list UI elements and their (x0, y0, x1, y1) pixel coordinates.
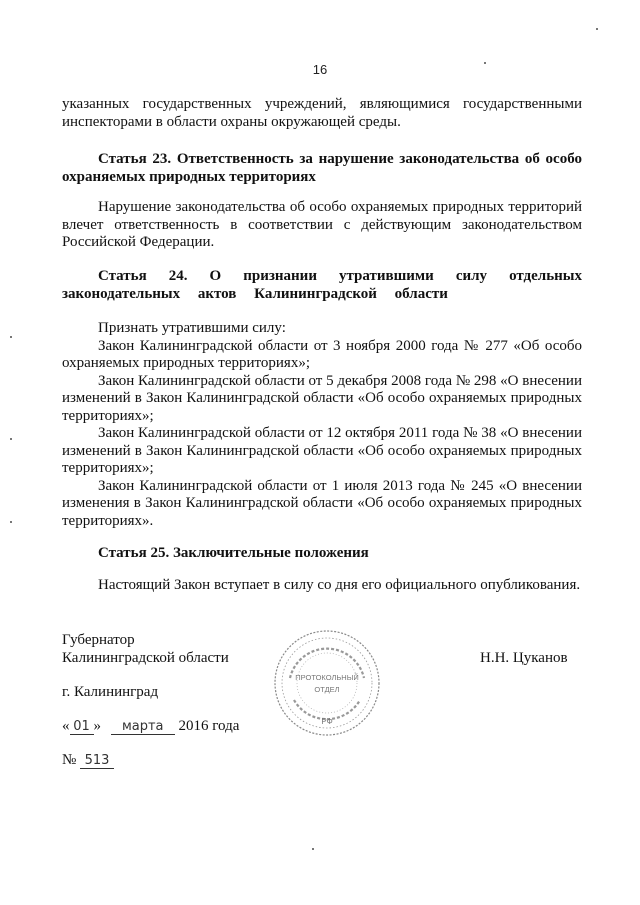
intro-paragraph: указанных государственных учреждений, являющимися государственными инспекторами в области охраны окружающей среды. (62, 96, 582, 130)
repealed-law-item: Закон Калининградской области от 5 декабря 2008 года № 298 «О внесении изменений в Закон Калининградской области «Об особо охраняемых природных территориях»; (62, 372, 582, 424)
signature-position-line2: Калининградской области (62, 650, 229, 666)
article-24-body (62, 320, 582, 530)
article-25 (62, 544, 582, 562)
scan-dot (10, 521, 12, 523)
repealed-law-item: Закон Калининградской области от 3 ноября 2000 года № 277 «Об особо охраняемых природных территориях»; (62, 337, 582, 371)
article-25-text: Настоящий Закон вступает в силу со дня его официального опубликования. (98, 577, 581, 593)
repealed-law-item: Закон Калининградской области от 12 октября 2011 года № 38 «О внесении изменений в Закон Калининградской области «Об особо охраняемых природных территориях»; (62, 425, 582, 476)
official-stamp (272, 628, 382, 743)
article-25-heading: Статья 25. Заключительные положения (98, 545, 369, 561)
stamp-text-line2: ОТДЕЛ (314, 685, 340, 694)
article-24 (62, 267, 582, 303)
article-23 (62, 150, 582, 186)
scan-dot (10, 336, 12, 338)
article-23-heading: Статья 23. Ответственность за нарушение законодательства об особо охраняемых природных территориях (62, 151, 582, 185)
document-number-line (62, 752, 114, 770)
scan-dot (10, 438, 12, 440)
scan-dot (484, 62, 486, 64)
article-24-intro: Признать утратившими силу: (98, 320, 286, 336)
article-23-body (62, 199, 582, 252)
scan-dot (596, 28, 598, 30)
signature-name: Н.Н. Цуканов (480, 650, 568, 666)
repealed-law-item: Закон Калининградской области от 1 июля 2013 года № 245 «О внесении изменения в Закон Калининградской области «Об особо охраняемых природных территориях». (62, 477, 582, 529)
date-line (62, 718, 239, 736)
stamp-bottom: РФ (321, 717, 333, 726)
date-open-quote: « (62, 718, 70, 734)
article-25-body (62, 577, 582, 595)
document-number: 513 (80, 754, 114, 769)
date-day: 01 (70, 720, 94, 735)
stamp-text-line1: ПРОТОКОЛЬНЫЙ (295, 673, 359, 682)
date-close-quote: » (93, 718, 101, 734)
intro-block (62, 96, 582, 131)
date-year: 2016 года (178, 718, 240, 734)
number-label: № (62, 752, 77, 768)
scan-dot (312, 848, 314, 850)
place: г. Калининград (62, 684, 159, 700)
signature-position-line1: Губернатор (62, 632, 135, 648)
article-23-text: Нарушение законодательства об особо охраняемых природных территорий влечет ответственность в соответствии с действующим законодательством Российской Федерации. (62, 199, 582, 250)
article-24-heading: Статья 24. О признании утратившими силу отдельных законодательных актов Калининградской области (62, 268, 582, 302)
date-month: марта (111, 720, 175, 735)
page-number: 16 (312, 62, 328, 77)
